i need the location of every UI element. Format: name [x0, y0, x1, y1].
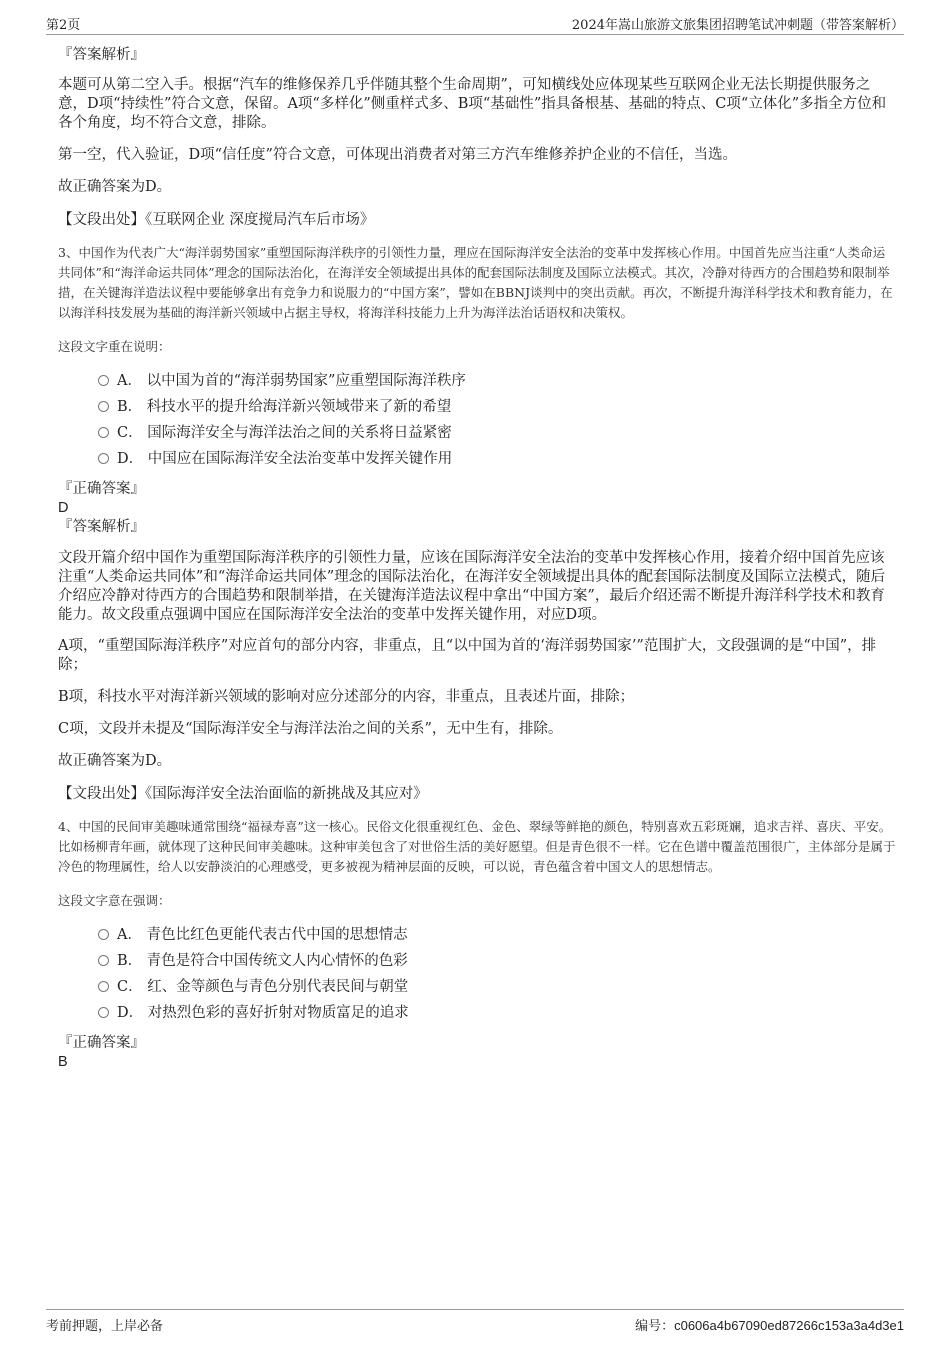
option-c[interactable]	[98, 974, 896, 1000]
page-footer	[46, 1309, 904, 1338]
question-3-text: 3、中国作为代表广大“海洋弱势国家”重塑国际海洋秩序的引领性力量，理应在国际海洋安全法治的变革中发挥核心作用。中国首先应当注重“人类命运共同体”和“海洋命运共同体”理念的国际法治化，在海洋安全领域提出具体的配套国际法制度及国际立法模式。其次，冷静对待西方的合围趋势和限制举措，在关键海洋造法议程中要能够拿出有竞争力和说服力的“中国方案”，譬如在BBNJ谈判中的突出贡献。再次，不断提升海洋科学技术和教育能力，在以海洋科技发展为基础的海洋新兴领域中占据主导权，将海洋科技能力上升为海洋法治话语权和决策权。	[58, 245, 893, 320]
option-a[interactable]	[98, 922, 896, 948]
option-letter: D．	[117, 451, 144, 467]
option-a[interactable]	[98, 368, 896, 394]
analysis-paragraph: 故正确答案为D。	[58, 753, 172, 769]
radio-button-icon[interactable]	[98, 955, 109, 966]
analysis-paragraph: 故正确答案为D。	[58, 179, 172, 195]
source-citation: 【文段出处】《互联网企业 深度搅局汽车后市场》	[58, 212, 375, 228]
option-b[interactable]	[98, 394, 896, 420]
question-4-prompt: 这段文字意在强调：	[58, 893, 171, 908]
option-letter: A．	[117, 927, 142, 943]
option-d[interactable]	[98, 1000, 896, 1026]
question-3-prompt: 这段文字重在说明：	[58, 339, 171, 354]
code-label: 编号：	[635, 1319, 675, 1334]
option-text: 青色比红色更能代表古代中国的思想情志	[146, 927, 408, 943]
option-d[interactable]	[98, 446, 896, 472]
analysis-paragraph: C项，文段并未提及“国际海洋安全与海洋法治之间的关系”，无中生有，排除。	[58, 721, 563, 737]
option-b[interactable]	[98, 948, 896, 974]
option-text: 以中国为首的“海洋弱势国家”应重塑国际海洋秩序	[146, 373, 466, 389]
code-value: c0606a4b67090ed87266c153a3a4d3e1	[674, 1318, 904, 1333]
radio-button-icon[interactable]	[98, 375, 109, 386]
option-text: 科技水平的提升给海洋新兴领域带来了新的希望	[146, 399, 452, 415]
radio-button-icon[interactable]	[98, 427, 109, 438]
analysis-label: 『答案解析』	[58, 519, 145, 535]
option-letter: B．	[117, 399, 143, 415]
analysis-paragraph: 第一空，代入验证，D项“信任度”符合文意，可体现出消费者对第三方汽车维修养护企业的不信任，当选。	[58, 147, 737, 163]
source-citation: 【文段出处】《国际海洋安全法治面临的新挑战及其应对》	[58, 786, 428, 802]
option-text: 中国应在国际海洋安全法治变革中发挥关键作用	[147, 451, 453, 467]
footer-slogan: 考前押题，上岸必备	[46, 1319, 164, 1334]
option-text: 青色是符合中国传统文人内心情怀的色彩	[146, 953, 408, 969]
document-body	[58, 46, 896, 1072]
option-letter: C．	[117, 425, 143, 441]
page-number: 第2页	[46, 18, 81, 33]
document-title: 2024年嵩山旅游文旅集团招聘笔试冲刺题（带答案解析）	[571, 18, 904, 33]
analysis-paragraph: A项，“重塑国际海洋秩序”对应首句的部分内容，非重点，且“以中国为首的‘海洋弱势国家’”范围扩大，文段强调的是“中国”，排除；	[58, 638, 877, 673]
radio-button-icon[interactable]	[98, 929, 109, 940]
analysis-paragraph: 本题可从第二空入手。根据“汽车的维修保养几乎伴随其整个生命周期”，可知横线处应体现某些互联网企业无法长期提供服务之意，D项“持续性”符合文意，保留。A项“多样化”侧重样式多、B项“基础性”指具备根基、基础的特点、C项“立体化”多指全方位和各个角度，均不符合文意，排除。	[58, 77, 887, 131]
correct-answer-label: 『正确答案』	[58, 481, 145, 497]
page-header	[46, 14, 904, 35]
analysis-label: 『答案解析』	[58, 47, 145, 63]
option-c[interactable]	[98, 420, 896, 446]
option-text: 红、金等颜色与青色分别代表民间与朝堂	[147, 979, 409, 995]
option-letter: C．	[117, 979, 143, 995]
correct-answer: B	[58, 1054, 68, 1070]
option-letter: D．	[117, 1005, 144, 1021]
radio-button-icon[interactable]	[98, 401, 109, 412]
document-code	[635, 1315, 904, 1334]
radio-button-icon[interactable]	[98, 453, 109, 464]
correct-answer: D	[58, 500, 69, 516]
radio-button-icon[interactable]	[98, 981, 109, 992]
radio-button-icon[interactable]	[98, 1007, 109, 1018]
option-letter: B．	[117, 953, 143, 969]
analysis-paragraph: 文段开篇介绍中国作为重塑国际海洋秩序的引领性力量，应该在国际海洋安全法治的变革中发挥核心作用，接着介绍中国首先应该注重“人类命运共同体”和“海洋命运共同体”理念的国际法治化，在海洋安全领域提出具体的配套国际法制度及国际立法模式，随后介绍应冷静对待西方的合围趋势和限制举措，在关键海洋造法议程中拿出“中国方案”，最后介绍还需不断提升海洋科学技术和教育能力。故文段重点强调中国应在国际海洋安全法治的变革中发挥关键作用，对应D项。	[58, 550, 886, 623]
option-letter: A．	[117, 373, 142, 389]
correct-answer-label: 『正确答案』	[58, 1035, 145, 1051]
question-4-text: 4、中国的民间审美趣味通常围绕“福禄寿喜”这一核心。民俗文化很重视红色、金色、翠绿等鲜艳的颜色，特别喜欢五彩斑斓，追求吉祥、喜庆、平安。比如杨柳青年画，就体现了这种民间审美趣味。这种审美包含了对世俗生活的美好愿望。但是青色很不一样。它在色谱中覆盖范围很广，主体部分是属于冷色的物理属性，给人以安静淡泊的心理感受，更多被视为精神层面的反映，可以说，青色蕴含着中国文人的思想情志。	[58, 819, 896, 874]
option-text: 对热烈色彩的喜好折射对物质富足的追求	[147, 1005, 409, 1021]
question-4-options	[58, 922, 896, 1026]
analysis-paragraph: B项，科技水平对海洋新兴领域的影响对应分述部分的内容，非重点，且表述片面，排除；	[58, 689, 635, 705]
option-text: 国际海洋安全与海洋法治之间的关系将日益紧密	[147, 425, 452, 441]
question-3-options	[58, 368, 896, 472]
